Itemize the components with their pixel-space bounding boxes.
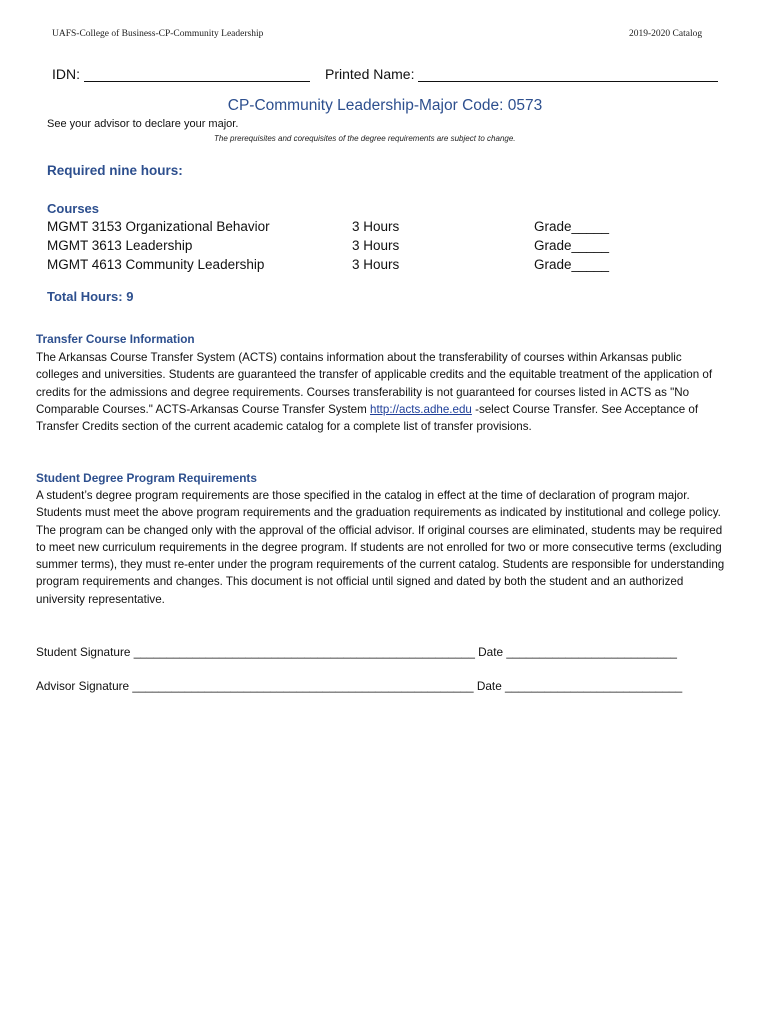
course-hours: 3 Hours [352, 219, 400, 234]
course-grade[interactable]: Grade_____ [534, 219, 610, 234]
acts-link[interactable]: http://acts.adhe.edu [370, 402, 472, 416]
printed-name-label: Printed Name: [325, 66, 415, 82]
course-hours: 3 Hours [352, 257, 400, 272]
advisor-note: See your advisor to declare your major. [47, 118, 239, 130]
idn-field [52, 66, 310, 82]
course-name: MGMT 4613 Community Leadership [47, 257, 265, 272]
transfer-text-1: The Arkansas Course Transfer System (ACTS) contains information about the transferability of courses within Arkansas public colleges and universities. Students are guaranteed the transfer of applicable credits and the equitable treatment of the application of credits for the admissions and degree requirements. Courses transferability is not guaranteed for courses listed in ACTS as "No Comparable Courses." ACTS-Arkansas Course Transfer System [36, 351, 713, 416]
transfer-heading: Transfer Course Information [36, 332, 195, 346]
page-title: CP-Community Leadership-Major Code: 0573 [227, 97, 543, 114]
student-signature-line[interactable]: Student Signature ____________________________________________________ Date __________________________ [36, 645, 677, 659]
printed-name-input-line[interactable] [418, 67, 718, 82]
printed-name-field [325, 66, 718, 82]
courses-heading: Courses [47, 201, 100, 216]
header-catalog-year: 2019-2020 Catalog [629, 29, 703, 39]
header-title: UAFS-College of Business-CP-Community Leadership [52, 29, 264, 39]
transfer-text-2: -select Course Transfer. See Acceptance of Transfer Credits section of the current academic catalog for a complete list of transfer provisions. [36, 402, 699, 434]
advisor-signature-line[interactable]: Advisor Signature ____________________________________________________ Date ___________________________ [36, 679, 683, 693]
course-name: MGMT 3613 Leadership [47, 238, 193, 253]
course-grade[interactable]: Grade_____ [534, 257, 610, 272]
total-hours: Total Hours: 9 [47, 289, 134, 304]
idn-label: IDN: [52, 66, 80, 82]
transfer-paragraph [36, 349, 726, 435]
course-name: MGMT 3153 Organizational Behavior [47, 219, 270, 234]
course-hours: 3 Hours [352, 238, 400, 253]
prerequisite-note: The prerequisites and corequisites of the degree requirements are subject to change. [214, 134, 516, 143]
required-hours-heading: Required nine hours: [47, 163, 183, 178]
idn-input-line[interactable] [84, 67, 310, 82]
course-grade[interactable]: Grade_____ [534, 238, 610, 253]
degree-requirements-heading: Student Degree Program Requirements [36, 471, 257, 485]
degree-requirements-paragraph: A student’s degree program requirements are those specified in the catalog in effect at the time of declaration of program major. Students must meet the above program requirements and the graduation requirements as indicated by institutional and college policy. The program can be changed only with the approval of the official advisor. If original courses are eliminated, students may be required to meet new curriculum requirements in the degree program. If students are not enrolled for two or more consecutive terms (excluding summer terms), they must re-enter under the program requirements of the current catalog. Students are responsible for understanding program requirements and changes. This document is not official until signed and dated by both the student and an authorized university representative. [36, 489, 725, 606]
